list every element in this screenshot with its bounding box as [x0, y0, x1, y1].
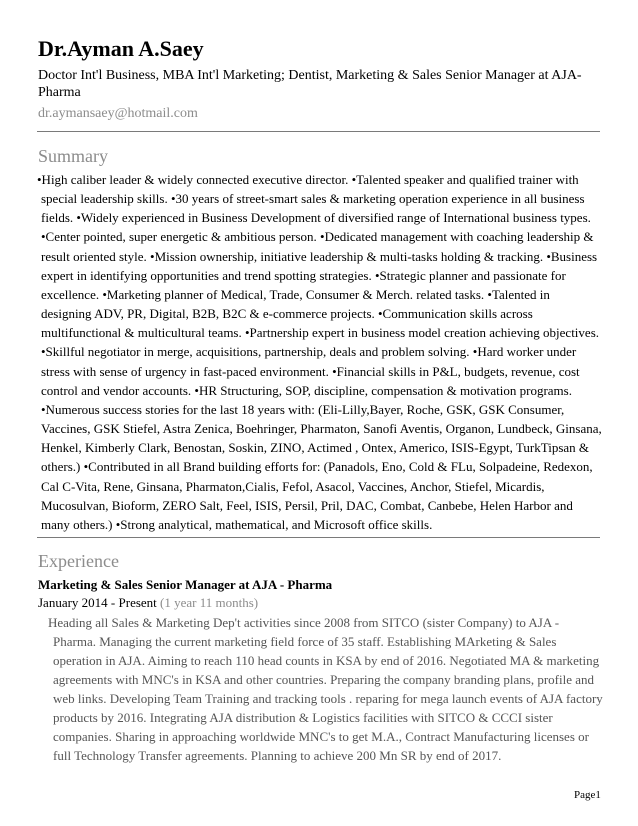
profile-email: dr.aymansaey@hotmail.com: [38, 106, 198, 121]
summary-divider: [37, 537, 600, 538]
summary-heading: Summary: [38, 146, 108, 166]
summary-text-block: [37, 170, 603, 534]
job-title: Marketing & Sales Senior Manager at AJA - Pharma: [38, 577, 333, 592]
job-dates: January 2014 - Present: [38, 595, 157, 610]
job-description-block: [48, 613, 603, 765]
summary-text: •High caliber leader & widely connected executive director. •Talented speaker and qualified trainer with special leadership skills. •30 years of street-smart sales & marketing operation experience in all business fields. •Widely experienced in Business Development of diversified range of International business types. •Center pointed, super energetic & ambitious person. •Dedicated management with coaching leadership & result oriented style. •Mission ownership, initiative leadership & multi-tasks holding & tracking. •Business expert in identifying opportunities and trend spotting strategies. •Strategic planner and passionate for excellence. •Marketing planner of Medical, Trade, Consumer & Merch. related tasks. •Talented in designing ADV, PR, Digital, B2B, B2C & e-commerce projects. •Communication skills across multifunctional & multicultural teams. •Partnership expert in business model creation achieving objectives. •Skillful negotiator in merge, acquisitions, partnership, deals and problem solving. •Hard worker under stress with sense of urgency in fast-paced environment. •Financial skills in P&L, budgets, revenue, cost control and vendor accounts. •HR Structuring, SOP, discipline, compensation & motivation programs. •Numerous success stories for the last 18 years with: (Eli-Lilly,Bayer, Roche, GSK, GSK Consumer, Vaccines, GSK Stiefel, Astra Zenica, Boehringer, Pharmaton, Sanofi Aventis, Organon, Lundbeck, Ginsana, Henkel, Kimberly Clark, Benostan, Soskin, ZINO, Actimed , Ontex, Americo, ISIS-Egypt, TurkTipsan & others.) •Contributed in all Brand building efforts for: (Panadols, Eno, Cold & FLu, Solpadeine, Redexon, Cal C-Vita, Rene, Ginsana, Pharmaton,Cialis, Fefol, Asacol, Vaccines, Anchor, Stiefel, Micardis, Mucosulvan, Bioform, ZERO Salt, Feel, ISIS, Persil, Pril, DAC, Combat, Canbebe, Helen Harbor and many others.) •Strong analytical, mathematical, and Microsoft office skills.: [37, 172, 602, 532]
job-duration: (1 year 11 months): [160, 595, 259, 610]
job-dates-line: [38, 594, 258, 611]
profile-headline: Doctor Int'l Business, MBA Int'l Marketing; Dentist, Marketing & Sales Senior Manager at AJA-Pharma: [38, 68, 582, 100]
experience-heading: Experience: [38, 551, 119, 571]
page-number: Page1: [574, 789, 601, 801]
profile-name: Dr.Ayman A.Saey: [38, 36, 204, 61]
job-description: Heading all Sales & Marketing Dep't activities since 2008 from SITCO (sister Company) to AJA - Pharma. Managing the current marketing field force of 35 staff. Establishing MArketing & Sales operation in AJA. Aiming to reach 110 head counts in KSA by end of 2016. Negotiated MA & marketing agreements with MNC's in KSA and other countries. Preparing the company branding plans, profile and web links. Developing Team Training and tracking tools . reparing for mega launch events of AJA factory products by 2016. Integrating AJA distribution & Logistics facilities with SITCO & CCCI sister companies. Sharing in approaching worldwide MNC's to get M.A., Contract Manufacturing licenses or full Technology Transfer agreements. Planning to achieve 200 Mn SR by end of 2017.: [48, 615, 603, 763]
header-divider: [37, 131, 600, 132]
